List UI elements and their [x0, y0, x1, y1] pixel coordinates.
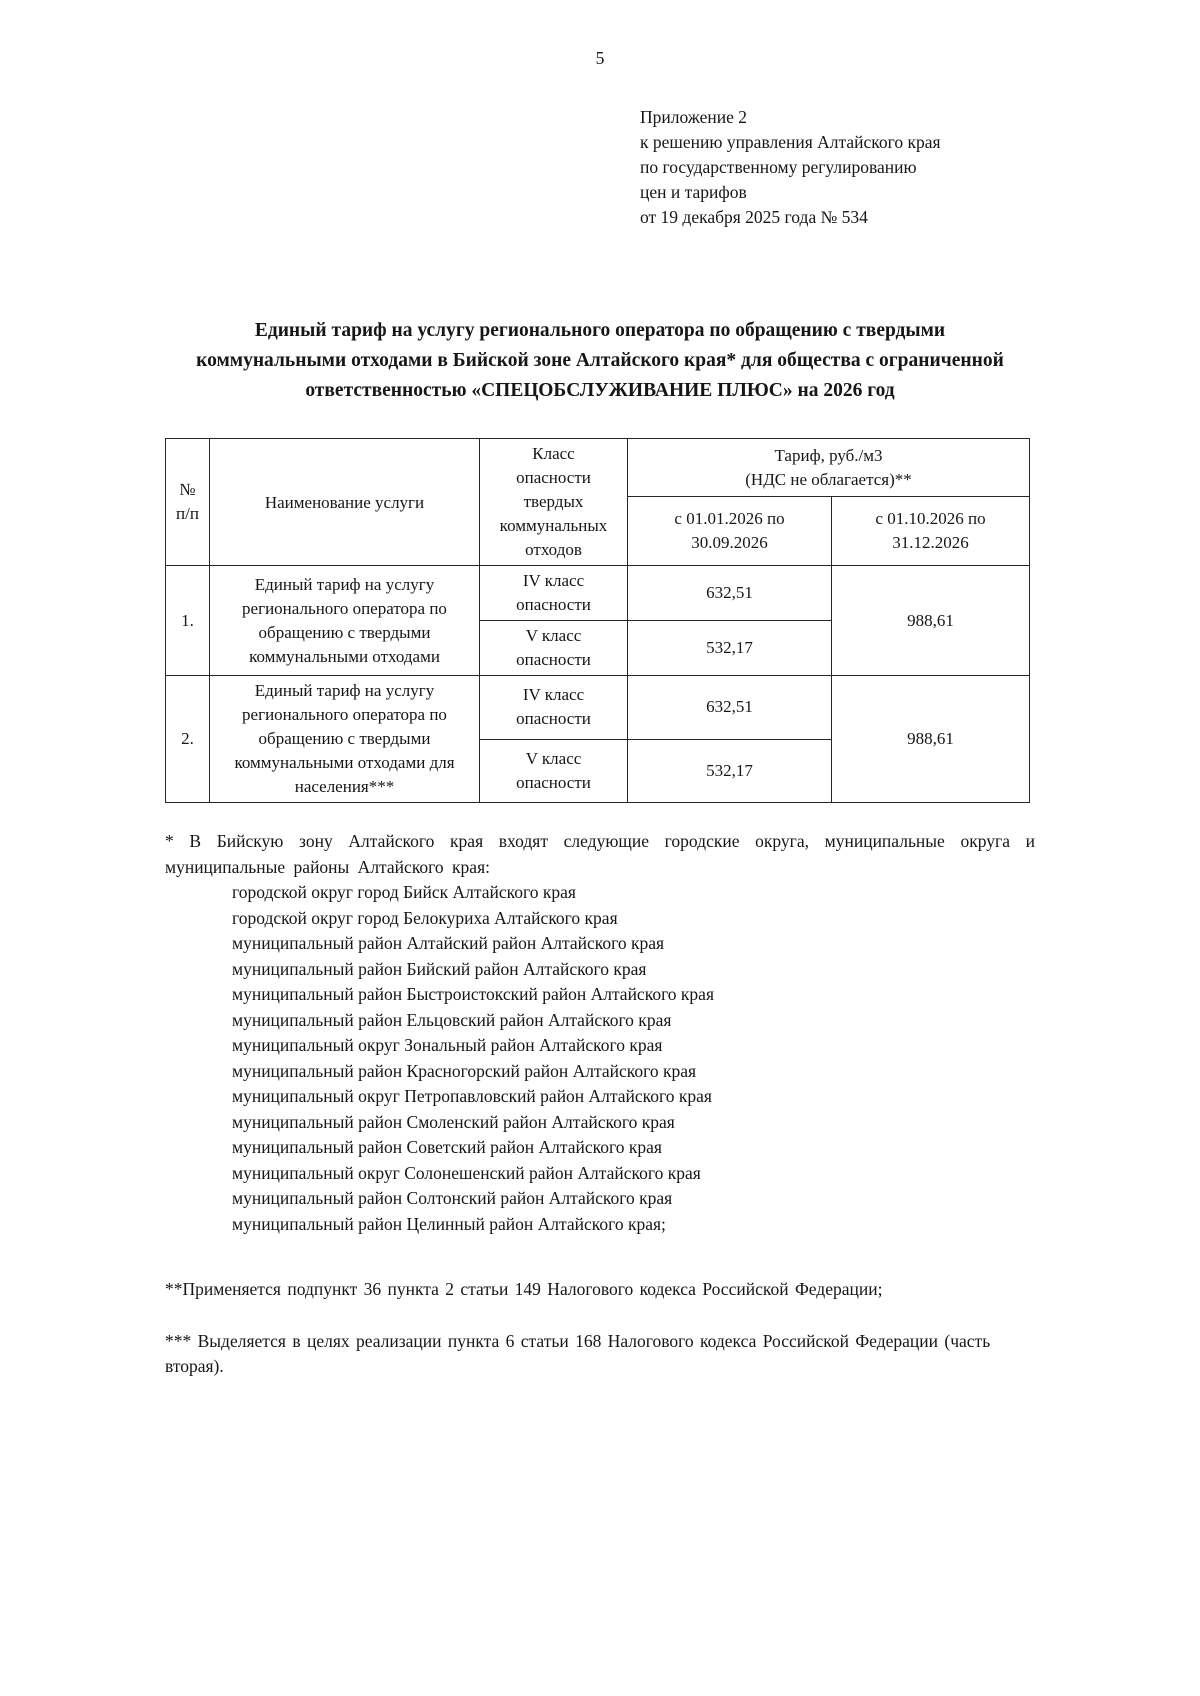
col-header-service-label: Наименование услуги: [264, 492, 425, 512]
tariff-period2-cell: 988,61: [832, 566, 1030, 676]
table-row: [166, 676, 1030, 740]
table-header-row: [166, 439, 1030, 497]
zone-list: [232, 880, 1035, 1237]
hazard-class-cell: [480, 739, 628, 803]
service-name-cell: Единый тариф на услугу регионального оператора по обращению с твердыми коммунальными отходами для населения***: [210, 676, 480, 803]
col-header-period-1-label: с 01.01.2026 по 30.09.2026: [674, 509, 785, 553]
footnote-tax-code: **Применяется подпункт 36 пункта 2 статьи 149 Налогового кодекса Российской Федерации;: [165, 1279, 883, 1299]
zone-list-item: муниципальный район Быстроистокский район Алтайского края: [232, 984, 715, 1004]
col-header-tariff-group: [628, 439, 1030, 497]
col-header-period-2: [832, 497, 1030, 566]
tariff-value-cell: 532,17: [628, 621, 832, 676]
zone-list-item: муниципальный район Целинный район Алтайского края;: [232, 1213, 666, 1234]
appendix-line: от 19 декабря 2025 года № 534: [640, 207, 868, 227]
row-num-cell: 2.: [166, 676, 210, 803]
appendix-line: цен и тарифов: [640, 182, 747, 202]
zone-list-item: городской округ город Белокуриха Алтайского края: [232, 907, 618, 928]
tariff-value-cell: 632,51: [628, 566, 832, 621]
hazard-class-label: IV класс опасности: [516, 571, 591, 614]
hazard-class-label: V класс опасности: [516, 626, 591, 669]
zone-list-item: муниципальный район Красногорский район Алтайского края: [232, 1060, 697, 1081]
zone-list-item: муниципальный район Смоленский район Алтайского края: [232, 1111, 675, 1132]
service-name-cell: Единый тариф на услугу регионального оператора по обращению с твердыми коммунальными отходами: [210, 566, 480, 676]
col-header-period-1: [628, 497, 832, 566]
hazard-class-cell: [480, 621, 628, 676]
zone-list-item: муниципальный район Советский район Алтайского края: [232, 1137, 662, 1157]
tariff-period2-cell: 988,61: [832, 676, 1030, 803]
appendix-line: по государственному регулированию: [640, 157, 917, 177]
tariff-value-cell: 532,17: [628, 739, 832, 803]
tariff-group-line1: Тариф, руб./м3: [774, 445, 883, 465]
col-header-period-2-label: с 01.10.2026 по 31.12.2026: [875, 509, 986, 553]
col-header-hazard-class: [480, 439, 628, 566]
col-header-service: [210, 439, 480, 566]
zone-list-item: муниципальный округ Зональный район Алтайского края: [232, 1035, 663, 1055]
zone-list-item: муниципальный район Бийский район Алтайского края: [232, 958, 647, 979]
appendix-line: к решению управления Алтайского края: [640, 132, 941, 152]
hazard-class-cell: [480, 566, 628, 621]
page-number: 5: [595, 48, 605, 68]
hazard-class-label: V класс опасности: [516, 748, 591, 792]
zone-list-item: муниципальный округ Петропавловский район Алтайского края: [232, 1086, 712, 1106]
appendix-line: Приложение 2: [640, 107, 748, 127]
hazard-class-label: IV класс опасности: [516, 685, 591, 729]
col-header-num-label: № п/п: [176, 480, 199, 523]
col-header-num: [166, 439, 210, 566]
footnotes-section: [165, 829, 1035, 1380]
table-row: [166, 566, 1030, 621]
zone-list-item: муниципальный округ Солонешенский район Алтайского края: [232, 1162, 701, 1183]
tariff-table: [165, 438, 1030, 803]
row-num-cell: 1.: [166, 566, 210, 676]
zone-list-item: городской округ город Бийск Алтайского края: [232, 882, 576, 902]
col-header-hazard-class-label: Класс опасности твердых коммунальных отходов: [499, 444, 608, 559]
tariff-group-line2: (НДС не облагается)**: [745, 469, 912, 489]
hazard-class-cell: [480, 676, 628, 740]
footnote-zone-intro: * В Бийскую зону Алтайского края входят следующие городские округа, муниципальные округа и муниципальные районы Алтайского края:: [165, 831, 1035, 877]
document-title: Единый тариф на услугу регионального оператора по обращению с твердыми коммунальными отходами в Бийской зоне Алтайского края* для общества с ограниченной ответственностью «СПЕЦОБСЛУЖИВАНИЕ ПЛЮС» на 2026 год: [196, 320, 1004, 401]
zone-list-item: муниципальный район Ельцовский район Алтайского края: [232, 1009, 672, 1030]
zone-list-item: муниципальный район Алтайский район Алтайского края: [232, 933, 665, 953]
tariff-value-cell: 632,51: [628, 676, 832, 740]
zone-list-item: муниципальный район Солтонский район Алтайского края: [232, 1188, 673, 1208]
footnote-vat-allocation: *** Выделяется в целях реализации пункта 6 статьи 168 Налогового кодекса Российской Федерации (часть вторая).: [165, 1330, 991, 1376]
appendix-block: [640, 105, 1035, 230]
